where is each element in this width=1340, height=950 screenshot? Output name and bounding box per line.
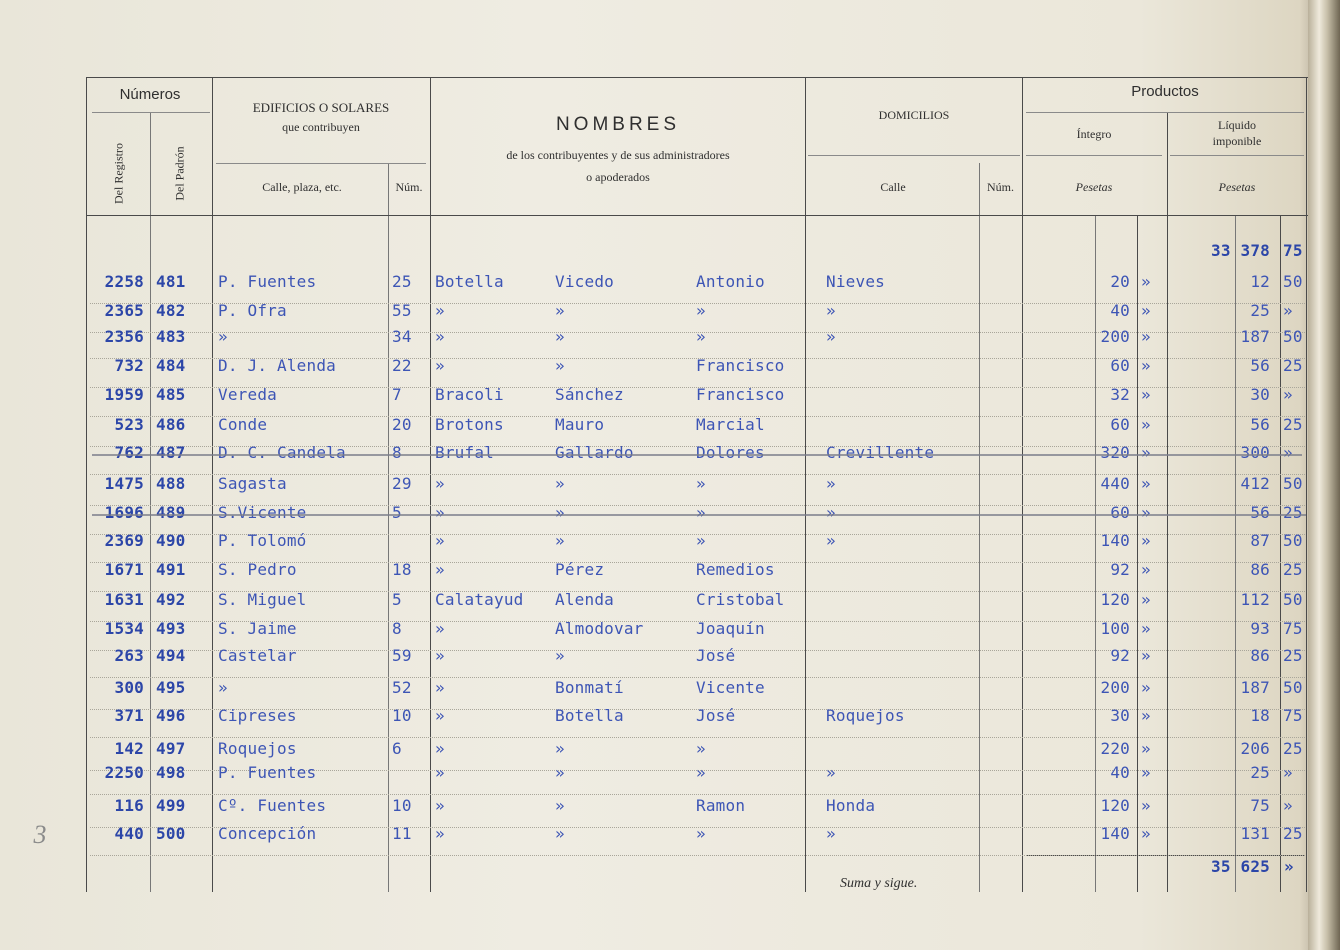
cell-liq: 206 [1240, 739, 1270, 758]
header-pesetas-liquido: Pesetas [1218, 180, 1256, 194]
table-top-rule [86, 77, 1308, 78]
header-rule [1170, 155, 1304, 156]
cell-n2: » [555, 327, 565, 346]
cell-n1: » [435, 706, 445, 725]
header-num2: Núm. [987, 180, 1014, 194]
cell-street: S. Miguel [218, 590, 307, 609]
cell-pad: 481 [156, 272, 186, 291]
cell-n2: Vicedo [555, 272, 614, 291]
header-rule [1026, 112, 1304, 113]
cell-intd: » [1141, 739, 1151, 758]
cell-n1: » [435, 474, 445, 493]
total-integer: 35 625 [1211, 857, 1270, 876]
cell-liq: 18 [1250, 706, 1270, 725]
cell-intd: » [1141, 678, 1151, 697]
cell-n1: Brotons [435, 415, 504, 434]
cell-int: 60 [1110, 415, 1130, 434]
cell-pad: 488 [156, 474, 186, 493]
cell-n2: Botella [555, 706, 624, 725]
cell-street: Concepción [218, 824, 317, 843]
frame-left [86, 77, 87, 892]
cell-n2: » [555, 531, 565, 550]
cell-n2: » [555, 739, 565, 758]
cell-dom: » [826, 474, 836, 493]
cell-liq: 86 [1250, 560, 1270, 579]
cell-liqd: 75 [1283, 706, 1303, 725]
cell-liq: 56 [1250, 503, 1270, 522]
cell-num: 25 [392, 272, 412, 291]
cell-street: P. Fuentes [218, 763, 317, 782]
cell-n3: » [696, 824, 706, 843]
cell-pad: 496 [156, 706, 186, 725]
cell-dom: Honda [826, 796, 876, 815]
cell-pad: 482 [156, 301, 186, 320]
cell-n3: Marcial [696, 415, 765, 434]
cell-intd: » [1141, 415, 1151, 434]
cell-n3: Remedios [696, 560, 775, 579]
cell-n1: Botella [435, 272, 504, 291]
cell-n2: » [555, 824, 565, 843]
header-nombres-sub1: de los contribuyentes y de sus administradores [506, 148, 730, 162]
header-liquido: Líquido [1218, 118, 1256, 132]
cell-n3: Ramon [696, 796, 746, 815]
cell-liqd: 25 [1283, 560, 1303, 579]
cell-street: Vereda [218, 385, 277, 404]
cell-street: Cº. Fuentes [218, 796, 327, 815]
carry-forward-decimal: 75 [1283, 241, 1303, 260]
cell-num: 10 [392, 706, 412, 725]
cell-street: Roquejos [218, 739, 297, 758]
cell-pad: 494 [156, 646, 186, 665]
header-pesetas-integro: Pesetas [1075, 180, 1113, 194]
cell-int: 30 [1110, 706, 1130, 725]
cell-street: Sagasta [218, 474, 287, 493]
cell-liq: 75 [1250, 796, 1270, 815]
cell-n2: » [555, 503, 565, 522]
col-rule [1280, 215, 1281, 892]
cell-liqd: 50 [1283, 678, 1303, 697]
header-edificios-sub: que contribuyen [282, 120, 360, 134]
cell-liq: 131 [1240, 824, 1270, 843]
cell-liqd: 25 [1283, 503, 1303, 522]
cell-liq: 30 [1250, 385, 1270, 404]
cell-liqd: 50 [1283, 474, 1303, 493]
cell-intd: » [1141, 385, 1151, 404]
col-rule [1167, 112, 1168, 892]
col-rule [388, 163, 389, 892]
cell-intd: » [1141, 301, 1151, 320]
cell-street: D. J. Alenda [218, 356, 336, 375]
cell-int: 120 [1100, 796, 1130, 815]
cell-liqd: » [1283, 443, 1293, 462]
cell-pad: 486 [156, 415, 186, 434]
header-calle-plaza: Calle, plaza, etc. [262, 180, 342, 194]
cell-int: 140 [1100, 531, 1130, 550]
header-numeros: Números [119, 86, 181, 103]
cell-n3: » [696, 503, 706, 522]
cell-int: 220 [1100, 739, 1130, 758]
header-nombres: NOMBRES [555, 114, 681, 135]
cell-num: 55 [392, 301, 412, 320]
cell-liq: 25 [1250, 763, 1270, 782]
cell-pad: 495 [156, 678, 186, 697]
cell-pad: 491 [156, 560, 186, 579]
cell-dom: » [826, 301, 836, 320]
cell-n3: Francisco [696, 356, 785, 375]
cell-dom: » [826, 824, 836, 843]
cell-liq: 12 [1250, 272, 1270, 291]
header-integro: Íntegro [1076, 127, 1112, 141]
cell-n3: Vicente [696, 678, 765, 697]
col-rule [150, 112, 151, 892]
cell-int: 40 [1110, 763, 1130, 782]
header-nombres-sub2: o apoderados [586, 170, 650, 184]
margin-note: 3 [33, 820, 47, 849]
cell-liqd: 50 [1283, 531, 1303, 550]
cell-pad: 490 [156, 531, 186, 550]
cell-reg: 2258 [104, 272, 144, 291]
cell-int: 200 [1100, 678, 1130, 697]
cell-pad: 498 [156, 763, 186, 782]
cell-n2: » [555, 796, 565, 815]
cell-num: 8 [392, 619, 402, 638]
cell-n2: » [555, 474, 565, 493]
cell-n3: » [696, 301, 706, 320]
cell-reg: 263 [114, 646, 144, 665]
cell-n2: » [555, 763, 565, 782]
cell-street: Cipreses [218, 706, 297, 725]
cell-n2: Alenda [555, 590, 614, 609]
cell-n1: » [435, 619, 445, 638]
cell-n3: » [696, 327, 706, 346]
cell-intd: » [1141, 619, 1151, 638]
carry-forward-integer: 33 378 [1211, 241, 1270, 260]
cell-int: 140 [1100, 824, 1130, 843]
cell-num: 59 [392, 646, 412, 665]
cell-n1: Calatayud [435, 590, 524, 609]
cell-reg: 1696 [104, 503, 144, 522]
cell-num: 5 [392, 590, 402, 609]
cell-dom: » [826, 503, 836, 522]
cell-reg: 1475 [104, 474, 144, 493]
cell-liq: 93 [1250, 619, 1270, 638]
cell-pad: 489 [156, 503, 186, 522]
cell-liq: 56 [1250, 356, 1270, 375]
cell-street: S.Vicente [218, 503, 307, 522]
cell-liqd: » [1283, 385, 1293, 404]
cell-pad: 493 [156, 619, 186, 638]
cell-liqd: 50 [1283, 327, 1303, 346]
total-decimal: » [1284, 857, 1294, 876]
cell-intd: » [1141, 824, 1151, 843]
cell-n1: » [435, 739, 445, 758]
cell-n1: » [435, 327, 445, 346]
cell-n2: Mauro [555, 415, 605, 434]
cell-reg: 1959 [104, 385, 144, 404]
cell-liq: 56 [1250, 415, 1270, 434]
cell-reg: 440 [114, 824, 144, 843]
cell-dom: Roquejos [826, 706, 905, 725]
cell-int: 60 [1110, 503, 1130, 522]
header-rule [808, 155, 1020, 156]
cell-num: 18 [392, 560, 412, 579]
cell-n2: » [555, 301, 565, 320]
cell-liqd: 50 [1283, 590, 1303, 609]
cell-intd: » [1141, 474, 1151, 493]
cell-n1: » [435, 356, 445, 375]
cell-pad: 497 [156, 739, 186, 758]
cell-n1: » [435, 646, 445, 665]
row-dotted-rule [90, 737, 1305, 738]
cell-street: » [218, 678, 228, 697]
cell-reg: 1671 [104, 560, 144, 579]
footer-suma-y-sigue: Suma y sigue. [840, 876, 918, 891]
cell-liq: 86 [1250, 646, 1270, 665]
cell-intd: » [1141, 796, 1151, 815]
header-del-registro: Del Registro [111, 143, 126, 204]
cell-reg: 2356 [104, 327, 144, 346]
cell-num: 11 [392, 824, 412, 843]
cell-liqd: 25 [1283, 646, 1303, 665]
cell-n1: » [435, 678, 445, 697]
cell-liqd: 25 [1283, 824, 1303, 843]
cell-reg: 762 [114, 443, 144, 462]
cell-reg: 2250 [104, 763, 144, 782]
cell-int: 32 [1110, 385, 1130, 404]
cell-reg: 523 [114, 415, 144, 434]
row-dotted-rule [90, 855, 1305, 856]
cell-num: 52 [392, 678, 412, 697]
cell-n1: » [435, 531, 445, 550]
cell-pad: 483 [156, 327, 186, 346]
cell-pad: 492 [156, 590, 186, 609]
cell-pad: 500 [156, 824, 186, 843]
cell-intd: » [1141, 646, 1151, 665]
cell-n1: Bracoli [435, 385, 504, 404]
strikethrough-line [92, 514, 1306, 516]
cell-street: P. Ofra [218, 301, 287, 320]
cell-reg: 2365 [104, 301, 144, 320]
cell-n1: » [435, 796, 445, 815]
cell-n2: Pérez [555, 560, 605, 579]
cell-n3: Cristobal [696, 590, 785, 609]
header-rule [1026, 155, 1162, 156]
cell-n3: Francisco [696, 385, 785, 404]
cell-num: 34 [392, 327, 412, 346]
header-edificios: EDIFICIOS O SOLARES [252, 100, 390, 115]
cell-intd: » [1141, 706, 1151, 725]
header-del-padron: Del Padrón [172, 146, 187, 201]
cell-int: 100 [1100, 619, 1130, 638]
cell-num: 10 [392, 796, 412, 815]
cell-n1: » [435, 824, 445, 843]
cell-liq: 187 [1240, 327, 1270, 346]
cell-dom: » [826, 327, 836, 346]
cell-n1: » [435, 560, 445, 579]
col-rule [1137, 215, 1138, 892]
book-binding [1308, 0, 1340, 950]
cell-intd: » [1141, 443, 1151, 462]
cell-intd: » [1141, 356, 1151, 375]
cell-street: » [218, 327, 228, 346]
cell-n2: Gallardo [555, 443, 634, 462]
cell-intd: » [1141, 327, 1151, 346]
cell-int: 60 [1110, 356, 1130, 375]
cell-int: 440 [1100, 474, 1130, 493]
header-domicilios: DOMICILIOS [878, 108, 950, 122]
cell-liq: 187 [1240, 678, 1270, 697]
cell-num: 29 [392, 474, 412, 493]
cell-liqd: 50 [1283, 272, 1303, 291]
strikethrough-line [92, 454, 1302, 456]
col-rule [979, 163, 980, 892]
cell-liqd: 25 [1283, 739, 1303, 758]
cell-street: P. Tolomó [218, 531, 307, 550]
cell-street: P. Fuentes [218, 272, 317, 291]
cell-num: 20 [392, 415, 412, 434]
cell-liqd: 25 [1283, 356, 1303, 375]
header-rule [216, 163, 426, 164]
cell-num: 7 [392, 385, 402, 404]
cell-dom: » [826, 531, 836, 550]
cell-n1: » [435, 763, 445, 782]
cell-num: 6 [392, 739, 402, 758]
cell-liq: 87 [1250, 531, 1270, 550]
cell-n3: Antonio [696, 272, 765, 291]
cell-n2: Bonmatí [555, 678, 624, 697]
cell-liq: 412 [1240, 474, 1270, 493]
cell-int: 320 [1100, 443, 1130, 462]
header-rule [92, 112, 210, 113]
cell-n2: » [555, 646, 565, 665]
cell-num: 8 [392, 443, 402, 462]
cell-n2: Almodovar [555, 619, 644, 638]
cell-liqd: » [1283, 301, 1293, 320]
cell-dom: » [826, 763, 836, 782]
cell-street: Conde [218, 415, 268, 434]
cell-reg: 1631 [104, 590, 144, 609]
cell-pad: 499 [156, 796, 186, 815]
header-num: Núm. [395, 180, 423, 194]
cell-n1: » [435, 503, 445, 522]
cell-liqd: 75 [1283, 619, 1303, 638]
frame-right [1306, 77, 1307, 892]
cell-intd: » [1141, 503, 1151, 522]
cell-liq: 112 [1240, 590, 1270, 609]
cell-n1: » [435, 301, 445, 320]
cell-liqd: » [1283, 796, 1293, 815]
cell-int: 92 [1110, 646, 1130, 665]
cell-street: D. C. Candela [218, 443, 346, 462]
cell-n3: » [696, 474, 706, 493]
cell-liqd: » [1283, 763, 1293, 782]
cell-int: 120 [1100, 590, 1130, 609]
cell-dom: Crevillente [826, 443, 935, 462]
header-bottom-rule [86, 215, 1308, 216]
header-calle: Calle [880, 180, 906, 194]
cell-pad: 484 [156, 356, 186, 375]
cell-reg: 1534 [104, 619, 144, 638]
cell-street: S. Pedro [218, 560, 297, 579]
cell-intd: » [1141, 272, 1151, 291]
cell-n2: Sánchez [555, 385, 624, 404]
cell-int: 200 [1100, 327, 1130, 346]
cell-reg: 2369 [104, 531, 144, 550]
cell-intd: » [1141, 763, 1151, 782]
row-dotted-rule [90, 794, 1305, 795]
cell-reg: 142 [114, 739, 144, 758]
cell-liq: 25 [1250, 301, 1270, 320]
cell-reg: 732 [114, 356, 144, 375]
header-productos: Productos [1131, 83, 1199, 100]
cell-reg: 116 [114, 796, 144, 815]
cell-n3: » [696, 763, 706, 782]
cell-intd: » [1141, 560, 1151, 579]
cell-int: 40 [1110, 301, 1130, 320]
cell-reg: 371 [114, 706, 144, 725]
cell-n3: José [696, 706, 736, 725]
cell-n3: Joaquín [696, 619, 765, 638]
cell-int: 20 [1110, 272, 1130, 291]
cell-n2: » [555, 356, 565, 375]
cell-dom: Nieves [826, 272, 885, 291]
cell-n3: » [696, 739, 706, 758]
cell-n1: Brufal [435, 443, 494, 462]
cell-n3: Dolores [696, 443, 765, 462]
cell-int: 92 [1110, 560, 1130, 579]
cell-intd: » [1141, 590, 1151, 609]
header-imponible: imponible [1212, 134, 1262, 148]
cell-street: Castelar [218, 646, 297, 665]
cell-pad: 487 [156, 443, 186, 462]
cell-pad: 485 [156, 385, 186, 404]
cell-n3: José [696, 646, 736, 665]
cell-intd: » [1141, 531, 1151, 550]
cell-street: S. Jaime [218, 619, 297, 638]
cell-n3: » [696, 531, 706, 550]
cell-liq: 300 [1240, 443, 1270, 462]
cell-reg: 300 [114, 678, 144, 697]
cell-liqd: 25 [1283, 415, 1303, 434]
cell-num: 5 [392, 503, 402, 522]
cell-num: 22 [392, 356, 412, 375]
